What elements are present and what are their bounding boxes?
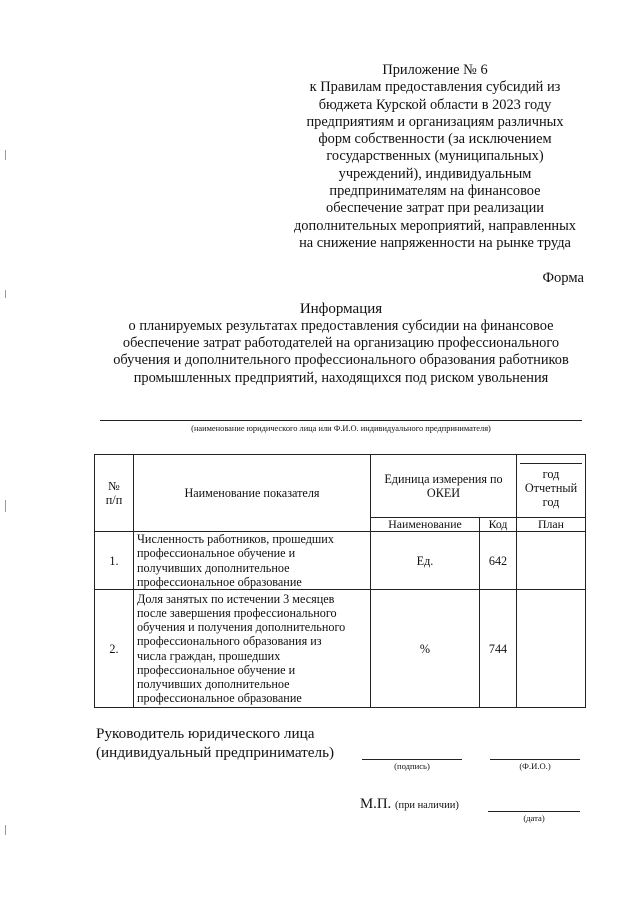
indicator-line: обучения и получения дополнительного bbox=[137, 620, 346, 635]
header-year-line: год bbox=[542, 467, 560, 481]
scan-mark bbox=[5, 825, 6, 835]
year-input-line[interactable] bbox=[520, 463, 582, 464]
annex-line: предпринимателям на финансовое bbox=[329, 183, 541, 200]
annex-block bbox=[282, 62, 588, 252]
annex-line: предприятиям и организациям различных bbox=[306, 113, 564, 130]
row-plan-cell[interactable] bbox=[517, 590, 586, 708]
document-title: Информация bbox=[299, 301, 383, 317]
header-unit-group-line: ОКЕИ bbox=[426, 486, 461, 500]
annex-line: учреждений), индивидуальным bbox=[338, 165, 532, 182]
header-num-cell bbox=[95, 455, 134, 532]
head-title-line: (индивидуальный предприниматель) bbox=[96, 743, 335, 761]
header-unit-group-line: Единица измерения по bbox=[384, 472, 503, 486]
header-year-cell bbox=[517, 455, 586, 518]
head-title bbox=[96, 725, 334, 762]
annex-line: дополнительных мероприятий, направленных bbox=[293, 217, 576, 234]
header-unit-code: Код bbox=[480, 518, 517, 532]
fio-caption: (Ф.И.О.) bbox=[519, 761, 551, 771]
date-caption: (дата) bbox=[523, 813, 545, 823]
annex-line: к Правилам предоставления субсидий из bbox=[309, 79, 561, 96]
table-row bbox=[95, 590, 586, 708]
table-row bbox=[95, 532, 586, 590]
annex-line: обеспечение затрат при реализации bbox=[326, 200, 544, 217]
indicators-table bbox=[94, 454, 586, 708]
header-year-line: год bbox=[542, 495, 560, 509]
indicator-line: Доля занятых по истечении 3 месяцев bbox=[137, 591, 335, 606]
row-unit: Ед. bbox=[371, 532, 480, 590]
annex-line: на снижение напряженности на рынке труда bbox=[299, 234, 571, 251]
annex-line: государственных (муниципальных) bbox=[326, 148, 544, 165]
signature-caption: (подпись) bbox=[394, 761, 430, 771]
header-indicator: Наименование показателя bbox=[134, 455, 371, 532]
annex-line: Приложение № 6 bbox=[382, 62, 488, 78]
form-label: Форма bbox=[542, 270, 584, 286]
row-code: 642 bbox=[480, 532, 517, 590]
header-plan: План bbox=[517, 518, 586, 532]
indicator-line: Численность работников, прошедших bbox=[137, 532, 334, 547]
row-plan-cell[interactable] bbox=[517, 532, 586, 590]
indicator-line: профессиональное образование bbox=[137, 691, 302, 706]
indicator-line: получивших дополнительное bbox=[137, 560, 290, 575]
document-subtitle bbox=[92, 318, 590, 387]
scan-mark bbox=[5, 500, 6, 512]
signature-field[interactable] bbox=[362, 759, 462, 760]
row-num: 2. bbox=[95, 590, 134, 708]
date-field[interactable] bbox=[488, 811, 580, 812]
header-unit-name: Наименование bbox=[371, 518, 480, 532]
header-num-sub: п/п bbox=[105, 493, 123, 507]
indicator-line: профессиональное обучение и bbox=[137, 662, 296, 677]
scan-mark bbox=[5, 150, 6, 160]
entity-name-field[interactable] bbox=[100, 420, 582, 421]
entity-name-caption: (наименование юридического лица или Ф.И.О. индивидуального предпринимателя) bbox=[191, 424, 491, 433]
row-unit: % bbox=[371, 590, 480, 708]
fio-field[interactable] bbox=[490, 759, 580, 760]
header-num: № bbox=[108, 479, 120, 493]
annex-line: форм собственности (за исключением bbox=[318, 131, 552, 148]
table-header-row bbox=[95, 455, 586, 518]
scan-mark bbox=[5, 290, 6, 298]
indicator-line: после завершения профессионального bbox=[137, 605, 337, 620]
indicator-line: числа граждан, прошедших bbox=[137, 648, 281, 663]
subtitle-line: о планируемых результатах предоставления субсидии на финансовое bbox=[128, 318, 554, 334]
indicator-line: профессиональное обучение и bbox=[137, 546, 296, 561]
row-indicator bbox=[134, 532, 371, 590]
header-unit-group bbox=[371, 455, 517, 518]
subtitle-line: обеспечение затрат работодателей на организацию профессионального bbox=[122, 335, 560, 352]
row-num: 1. bbox=[95, 532, 134, 590]
header-year-line: Отчетный bbox=[524, 481, 578, 495]
subtitle-line: промышленных предприятий, находящихся под риском увольнения bbox=[133, 369, 549, 386]
indicator-line: получивших дополнительное bbox=[137, 676, 290, 691]
indicator-line: профессиональное образование bbox=[137, 574, 302, 589]
row-code: 744 bbox=[480, 590, 517, 708]
stamp-label-block bbox=[360, 796, 459, 813]
stamp-note: (при наличии) bbox=[394, 800, 459, 811]
stamp-label: М.П. bbox=[360, 796, 392, 812]
row-indicator bbox=[134, 590, 371, 708]
head-title-line: Руководитель юридического лица bbox=[96, 725, 315, 742]
indicator-line: профессионального образования из bbox=[137, 634, 322, 649]
subtitle-line: обучения и дополнительного профессионального образования работников bbox=[113, 352, 569, 369]
annex-line: бюджета Курской области в 2023 году bbox=[318, 96, 552, 113]
